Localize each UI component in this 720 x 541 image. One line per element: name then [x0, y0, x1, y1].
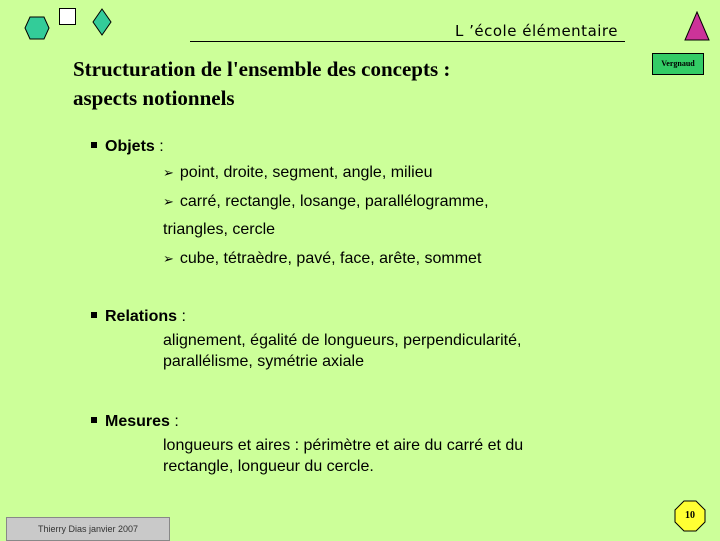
- relations-line-2: parallélisme, symétrie axiale: [163, 353, 364, 370]
- arrow-icon: ➢: [163, 166, 174, 181]
- section-relations-label: Relations: [105, 308, 178, 325]
- arrow-icon: ➢: [163, 195, 174, 210]
- header-title: L ’école élémentaire: [455, 22, 618, 40]
- section-mesures: [91, 413, 179, 431]
- objets-item-2: [163, 191, 489, 214]
- section-relations: [91, 308, 186, 326]
- objets-item-2-continuation: triangles, cercle: [163, 221, 276, 238]
- triangle-icon: [684, 11, 710, 41]
- section-objets-label: Objets: [105, 138, 155, 155]
- vergnaud-badge: Vergnaud: [652, 53, 704, 75]
- slide-title: [73, 55, 633, 113]
- diamond-icon: [92, 8, 112, 36]
- section-objets-colon: :: [154, 138, 164, 155]
- bullet-square-icon: [91, 142, 97, 148]
- square-icon: [59, 8, 77, 26]
- page-number-text: 10: [685, 510, 695, 521]
- section-relations-colon: :: [177, 308, 186, 325]
- objets-item-text: point, droite, segment, angle, milieu: [179, 164, 433, 181]
- slide-title-line2: aspects notionnels: [73, 86, 235, 110]
- section-mesures-label: Mesures: [105, 413, 170, 430]
- mesures-line-1: longueurs et aires : périmètre et aire du carré et du: [163, 437, 524, 454]
- objets-item-1: [163, 162, 433, 185]
- section-objets: [91, 138, 164, 156]
- relations-line-1: alignement, égalité de longueurs, perpendicularité,: [163, 332, 522, 349]
- bullet-square-icon: [91, 417, 97, 423]
- slide-title-line1: Structuration de l'ensemble des concepts :: [73, 57, 451, 81]
- objets-item-text: carré, rectangle, losange, parallélogramme,: [179, 193, 489, 210]
- objets-item-text: cube, tétraèdre, pavé, face, arête, sommet: [179, 250, 482, 267]
- header-divider: [190, 41, 625, 42]
- mesures-line-2: rectangle, longueur du cercle.: [163, 458, 374, 475]
- footer-author: Thierry Dias janvier 2007: [6, 517, 170, 541]
- page-number: [674, 500, 706, 532]
- objets-item-3: [163, 248, 481, 271]
- bullet-square-icon: [91, 312, 97, 318]
- section-mesures-colon: :: [169, 413, 179, 430]
- hexagon-icon: [24, 16, 50, 40]
- arrow-icon: ➢: [163, 252, 174, 267]
